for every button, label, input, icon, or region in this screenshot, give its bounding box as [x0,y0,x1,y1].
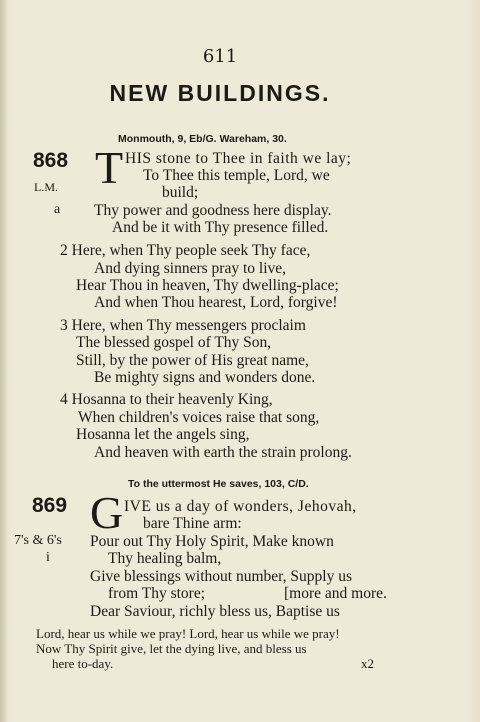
hymn-869-chorus-2: Now Thy Spirit give, let the dying live, and bless us [36,641,307,656]
hymn-869-key: i [46,550,50,565]
hymn-868-line-14: 4 Hosanna to their heavenly King, [60,391,273,408]
hymn-869-number: 869 [32,494,68,517]
hymn-868-line-8: Hear Thou in heaven, Thy dwelling-place; [76,277,339,294]
hymn-868-line-1: HIS stone to Thee in faith we lay; [125,150,352,167]
hymn-869-chorus-3: here to-day. [52,656,114,671]
hymn-868-line-16: Hosanna let the angels sing, [76,426,250,443]
hymn-868-line-10: 3 Here, when Thy messengers proclaim [60,317,306,334]
hymn-869-tunes: To the uttermost He saves, 103, C/D. [128,478,309,490]
hymn-868-line-3: build; [162,184,199,201]
hymn-869-line-5: Give blessings without number, Supply us [90,568,353,585]
hymn-868-line-12: Still, by the power of His great name, [76,352,309,369]
section-title: NEW BUILDINGS. [109,80,331,106]
hymn-868-line-2: To Thee this temple, Lord, we [143,167,330,184]
page-edge-shadow [0,0,8,722]
hymn-868-line-13: Be mighty signs and wonders done. [94,369,316,386]
hymn-869-line-7: [more and more. [284,585,387,602]
hymn-869-line-1: IVE us a day of wonders, Jehovah, [124,498,357,515]
hymn-868-line-11: The blessed gospel of Thy Son, [76,334,272,351]
hymn-869-chorus-1: Lord, hear us while we pray! Lord, hear us while we pray! [36,626,340,641]
hymn-869-line-4: Thy healing balm, [108,550,222,567]
hymn-868-key: a [54,202,61,217]
hymn-868-line-6: 2 Here, when Thy people seek Thy face, [60,242,311,259]
hymn-868-drop-cap: T [95,142,124,193]
hymn-869-line-3: Pour out Thy Holy Spirit, Make known [90,533,334,550]
hymn-868-line-17: And heaven with earth the strain prolong. [94,444,352,461]
hymn-868-tunes: Monmouth, 9, Eb/G. Wareham, 30. [118,133,287,145]
hymn-868-meter: L.M. [34,180,58,194]
hymn-868-line-7: And dying sinners pray to live, [94,260,287,277]
hymn-868-number: 868 [33,149,69,172]
hymn-868-line-15: When children's voices raise that song, [78,409,320,426]
hymn-869-drop-cap: G [90,487,124,538]
hymn-869-meter: 7's & 6's [14,533,62,548]
hymn-869-line-6: from Thy store; [108,585,206,602]
hymn-869-repeat-mark: x2 [361,656,374,671]
hymn-868-line-9: And when Thou hearest, Lord, forgive! [94,294,338,311]
hymn-869-line-8: Dear Saviour, richly bless us, Baptise us [90,603,340,620]
hymn-868-line-4: Thy power and goodness here display. [94,202,332,219]
hymn-868-line-5: And be it with Thy presence filled. [112,219,329,236]
page-number: 611 [202,46,238,67]
hymn-869-line-2: bare Thine arm: [143,515,242,532]
